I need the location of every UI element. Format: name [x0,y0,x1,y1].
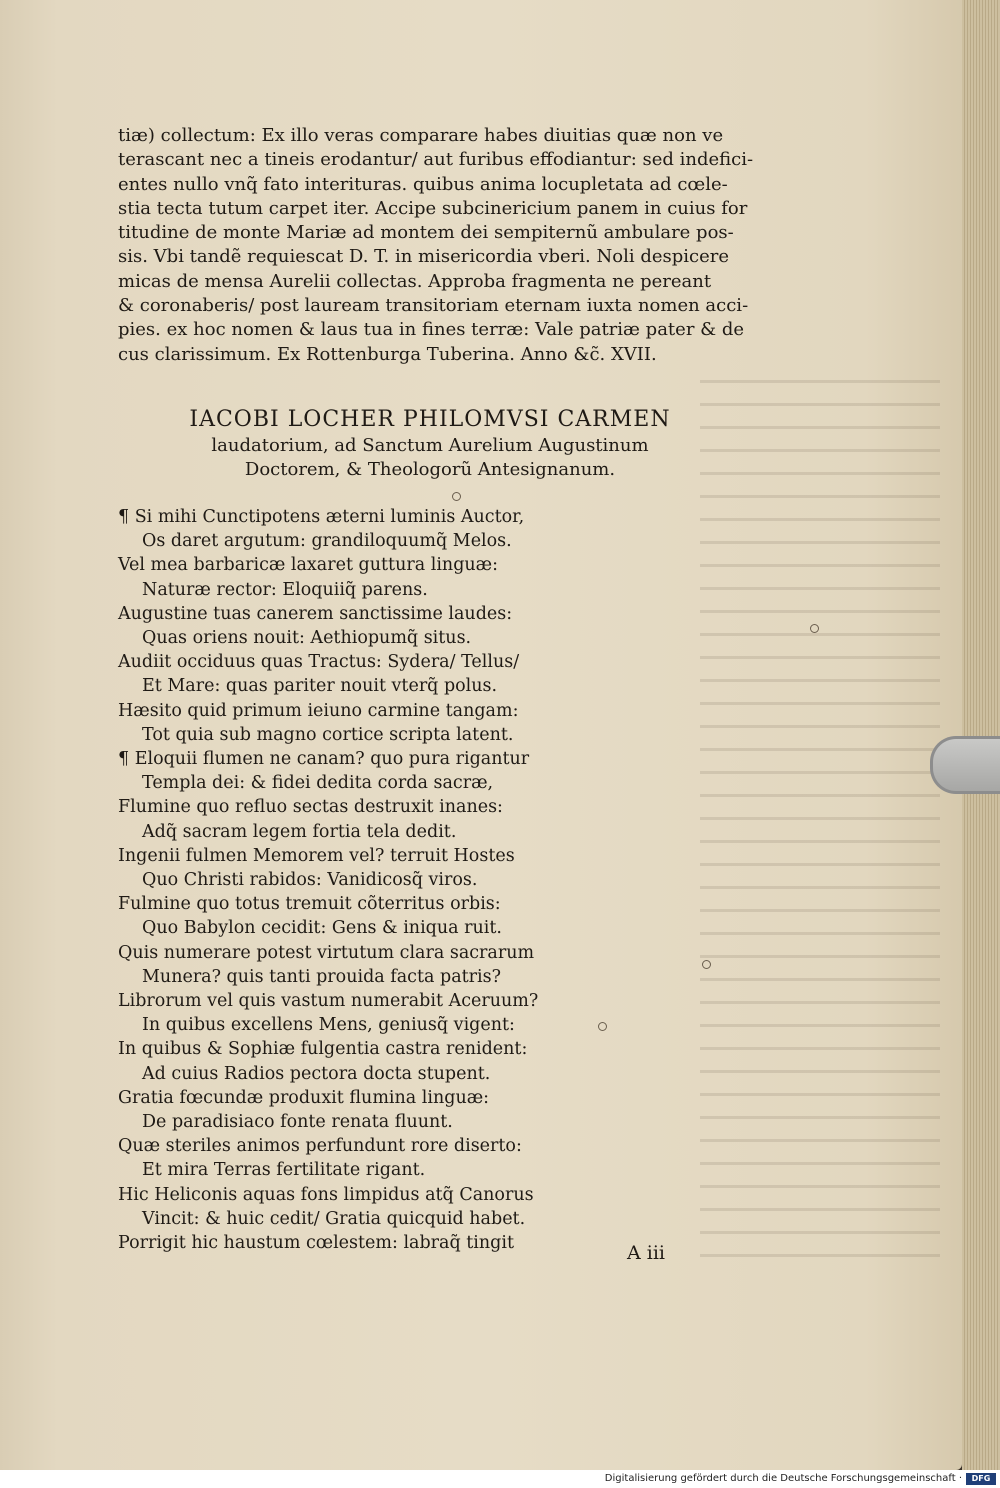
verse-line: Quæ steriles animos perfundunt rore diserto: [118,1136,522,1157]
heading-line-3: Doctorem, & Theologorũ Antesignanum. [244,459,616,480]
verse-line: Templa dei: & fidei dedita corda sacræ, [142,773,494,794]
verse-line: ¶ Eloquii flumen ne canam? quo pura rigantur [118,749,530,770]
verse-line: In quibus excellens Mens, geniusq̃ vigent: [142,1015,515,1036]
verse-line: De paradisiaco fonte renata fluunt. [142,1112,453,1133]
page-stack-edge [962,0,1000,1470]
verse-line: Quo Babylon cecidit: Gens & iniqua ruit. [142,918,502,939]
verse-line: Flumine quo refluo sectas destruxit inanes: [118,797,503,818]
verse-line: Quas oriens nouit: Aethiopumq̃ situs. [142,628,472,649]
prose-line: titudine de monte Mariæ ad montem dei sempiternũ ambulare pos- [118,222,734,244]
prose-line: & coronaberis/ post lauream transitoriam eternam iuxta nomen acci- [118,295,749,317]
verse-line: Gratia fœcundæ produxit flumina linguæ: [118,1087,490,1108]
dfg-logo: DFG [966,1473,996,1485]
verse-line: Vel mea barbaricæ laxaret guttura linguæ: [118,555,499,576]
ink-bleed-through [700,360,940,1260]
prose-line: terascant nec a tineis erodantur/ aut furibus effodiantur: sed indefici- [118,149,754,171]
verse-line: Vincit: & huic cedit/ Gratia quicquid habet. [142,1208,526,1229]
verse-line: Quis numerare potest virtutum clara sacrarum [118,942,535,963]
paper-spot [702,960,711,969]
verse-line: Munera? quis tanti prouida facta patris? [142,966,502,987]
verse-line: Hæsito quid primum ieiuno carmine tangam: [118,700,519,721]
verse-line: Porrigit hic haustum cœlestem: labraq̃ tingit [118,1233,514,1254]
metal-page-clip [930,736,1000,794]
digitization-credit: Digitalisierung gefördert durch die Deutsche Forschungsgemeinschaft · [604,1473,962,1484]
verse-line: Audiit occiduus quas Tractus: Sydera/ Tellus/ [118,652,520,673]
verse-line: Naturæ rector: Eloquiiq̃ parens. [142,579,428,600]
verse-line: Librorum vel quis vastum numerabit Aceruum? [118,991,539,1012]
prose-line: tiæ) collectum: Ex illo veras comparare habes diuitias quæ non ve [118,125,724,146]
verse-line: Tot quia sub magno cortice scripta latent. [142,724,514,745]
prose-line: pies. ex hoc nomen & laus tua in fines terræ: Vale patriæ pater & de [118,319,745,341]
verse-line: Augustine tuas canerem sanctissime laudes: [118,603,513,624]
verse-line: Et Mare: quas pariter nouit vterq̃ polus. [142,676,498,697]
prose-line: micas de mensa Aurelii collectas. Approba fragmenta ne pereant [118,270,712,292]
verse-line: Ingenii fulmen Memorem vel? terruit Hostes [118,845,515,866]
prose-block [118,124,754,367]
verse-line: Fulmine quo totus tremuit cõterritus orbis: [118,894,501,915]
prose-line: sis. Vbi tandẽ requiescat D. T. in misericordia vberi. Noli despicere [118,246,730,268]
heading-line-2: laudatorium, ad Sanctum Aurelium Augustinum [211,435,649,456]
verse-line: Et mira Terras fertilitate rigant. [142,1160,426,1181]
verse-line: Quo Christi rabidos: Vanidicosq̃ viros. [142,870,478,891]
verse-line: Hic Heliconis aquas fons limpidus atq̃ Canorus [118,1184,534,1205]
verse-line: ¶ Si mihi Cunctipotens æterni luminis Auctor, [118,507,525,527]
prose-line: cus clarissimum. Ex Rottenburga Tuberina. Anno &c̃. XVII. [118,343,657,365]
verse-line: In quibus & Sophiæ fulgentia castra renident: [118,1039,528,1060]
prose-line: stia tecta tutum carpet iter. Accipe subcinericium panem in cuius for [118,197,748,219]
signature-mark: A iii [627,1242,665,1264]
paper-spot [810,624,819,633]
verse-line: Ad cuius Radios pectora docta stupent. [142,1063,491,1084]
poem-verses [118,505,638,1255]
prose-line: entes nullo vnq̃ fato interituras. quibus anima locupletata ad cœle- [118,173,728,195]
heading-line-1: IACOBI LOCHER PHILOMVSI CARMEN [189,407,671,432]
verse-line: Adq̃ sacram legem fortia tela dedit. [142,821,457,842]
poem-heading [100,406,760,482]
paper-spot [452,492,461,501]
verse-line: Os daret argutum: grandiloquumq̃ Melos. [142,531,512,552]
